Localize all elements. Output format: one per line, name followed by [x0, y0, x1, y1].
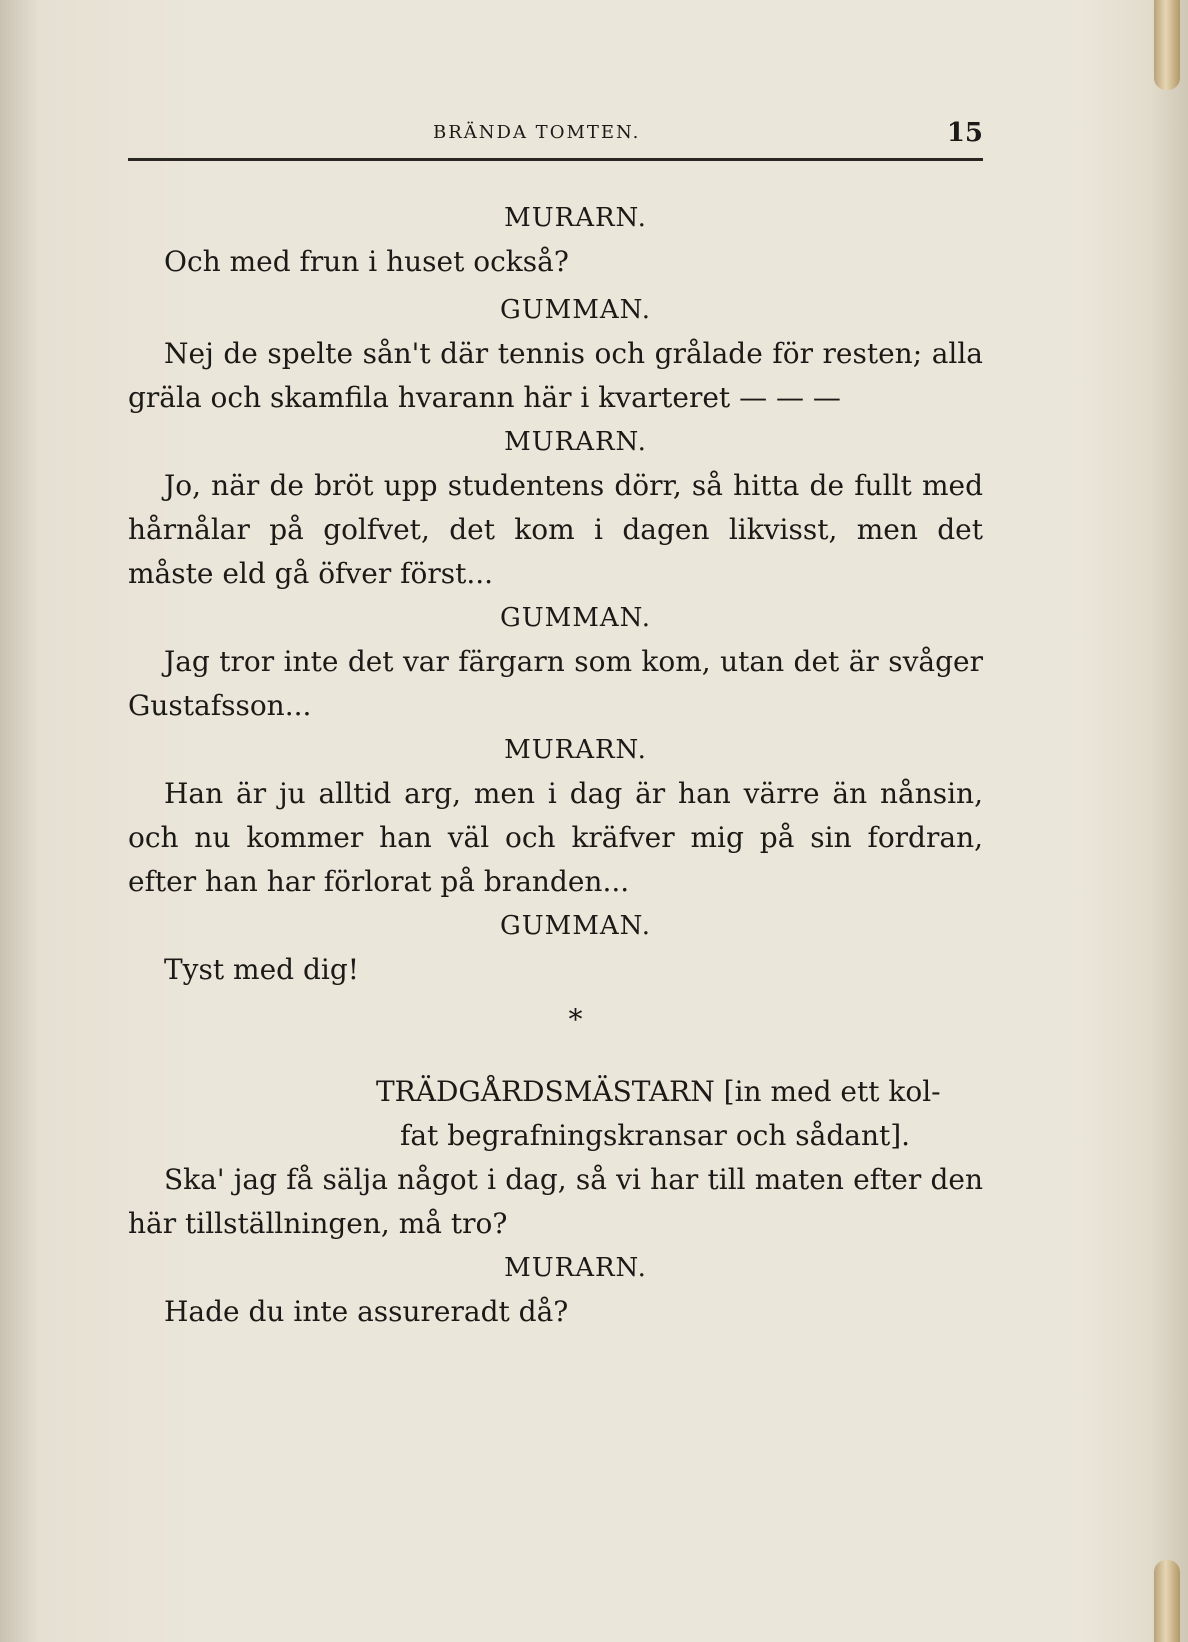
header-rule: [128, 158, 983, 161]
page-number: 15: [946, 118, 983, 148]
speech-line: Jag tror inte det var färgarn som kom, utan det är svåger Gustafsson...: [128, 645, 983, 722]
speech-line: Hade du inte assureradt då?: [164, 1295, 569, 1328]
text-body: [128, 196, 983, 1334]
stage-direction-line: TRÄDGÅRDSMÄSTARN [in med ett kol-: [376, 1075, 941, 1108]
page-tab-top: [1154, 0, 1180, 90]
speech-line: Nej de spelte sån't där tennis och grålade för resten; alla gräla och skamfila hvarann här i kvarteret — — —: [128, 337, 983, 414]
speaker-name: GUMMAN.: [499, 911, 652, 941]
speaker-name: MURARN.: [504, 735, 647, 765]
speaker-name: MURARN.: [504, 1253, 647, 1283]
running-title: BRÄNDA TOMTEN.: [433, 122, 641, 143]
speech-line: Och med frun i huset också?: [164, 245, 569, 278]
speaker-name: GUMMAN.: [499, 295, 652, 325]
speaker-name: MURARN.: [504, 427, 647, 457]
stage-direction-line: fat begrafningskransar och sådant].: [400, 1119, 911, 1152]
scene-separator: *: [568, 1003, 583, 1036]
running-head: [128, 118, 983, 148]
speech-line: Tyst med dig!: [164, 953, 360, 986]
speech-line: Han är ju alltid arg, men i dag är han värre än nånsin, och nu kommer han väl och kräfver mig på sin fordran, efter han har förlorat på branden...: [128, 777, 983, 898]
speech-line: Jo, när de bröt upp studentens dörr, så hitta de fullt med hårnålar på golfvet, det kom i dagen likvisst, men det måste eld gå öfver först...: [128, 469, 983, 590]
speech-line: Ska' jag få sälja något i dag, så vi har till maten efter den här tillställningen, må tro?: [128, 1163, 983, 1240]
speaker-name: GUMMAN.: [499, 603, 652, 633]
speaker-name: MURARN.: [504, 203, 647, 233]
page-tab-bottom: [1154, 1560, 1180, 1642]
